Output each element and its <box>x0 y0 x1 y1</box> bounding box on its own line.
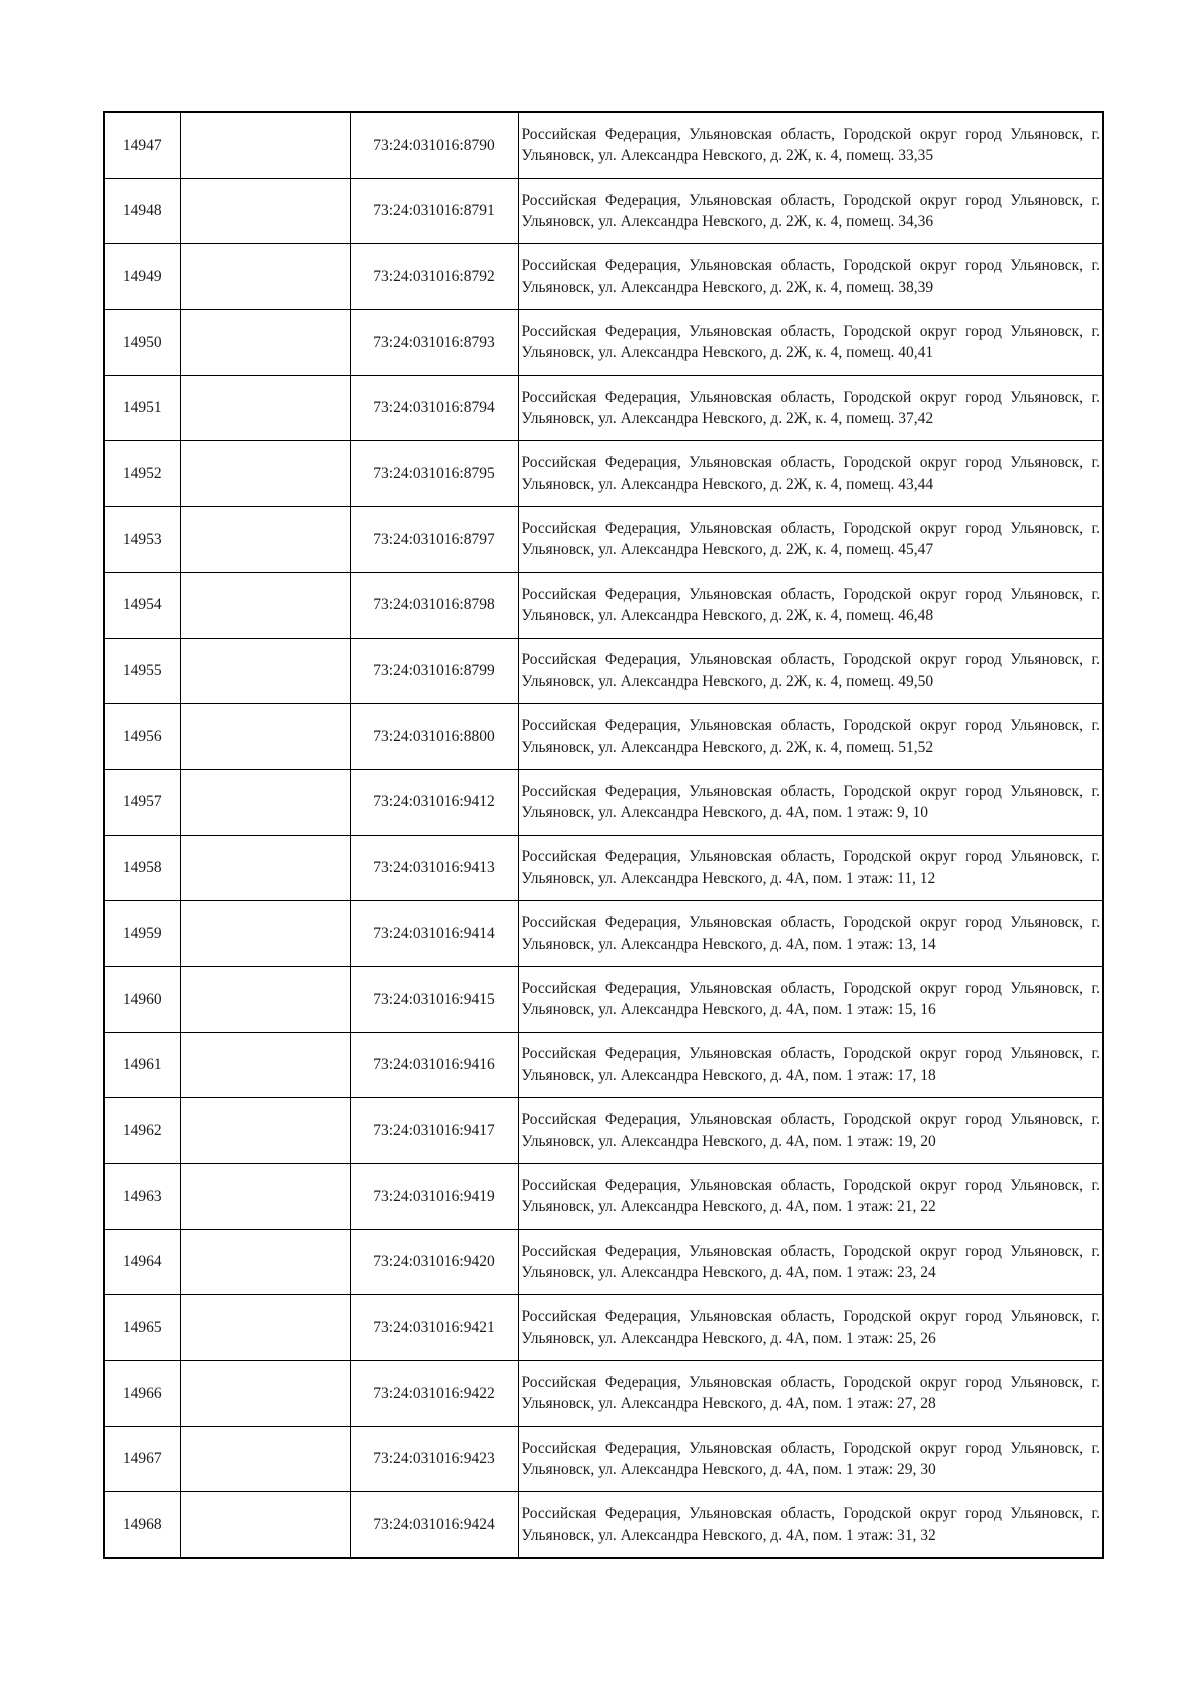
address: Российская Федерация, Ульяновская область, Городской округ город Ульяновск, г. Ульяновск, ул. Александра Невского, д. 4А, пом. 1 этаж: 9, 10 <box>518 769 1103 835</box>
table-row <box>104 1098 1103 1164</box>
address: Российская Федерация, Ульяновская область, Городской округ город Ульяновск, г. Ульяновск, ул. Александра Невского, д. 4А, пом. 1 этаж: 25, 26 <box>518 1295 1103 1361</box>
table-row <box>104 835 1103 901</box>
table-row <box>104 901 1103 967</box>
table-row <box>104 1361 1103 1427</box>
table-row <box>104 572 1103 638</box>
empty-cell <box>180 835 350 901</box>
row-number: 14964 <box>104 1229 180 1295</box>
cadastral-number: 73:24:031016:8793 <box>350 310 518 376</box>
address: Российская Федерация, Ульяновская область, Городской округ город Ульяновск, г. Ульяновск, ул. Александра Невского, д. 2Ж, к. 4, помещ. 45,47 <box>518 507 1103 573</box>
empty-cell <box>180 769 350 835</box>
cadastral-number: 73:24:031016:9415 <box>350 966 518 1032</box>
empty-cell <box>180 638 350 704</box>
empty-cell <box>180 244 350 310</box>
table-row <box>104 769 1103 835</box>
cadastral-number: 73:24:031016:9422 <box>350 1361 518 1427</box>
empty-cell <box>180 1229 350 1295</box>
row-number: 14955 <box>104 638 180 704</box>
address: Российская Федерация, Ульяновская область, Городской округ город Ульяновск, г. Ульяновск, ул. Александра Невского, д. 2Ж, к. 4, помещ. 37,42 <box>518 375 1103 441</box>
registry-table <box>103 111 1104 1559</box>
cadastral-number: 73:24:031016:8800 <box>350 704 518 770</box>
empty-cell <box>180 310 350 376</box>
cadastral-number: 73:24:031016:9412 <box>350 769 518 835</box>
empty-cell <box>180 572 350 638</box>
table-row <box>104 1426 1103 1492</box>
empty-cell <box>180 507 350 573</box>
empty-cell <box>180 112 350 178</box>
table-row <box>104 1492 1103 1558</box>
empty-cell <box>180 1426 350 1492</box>
empty-cell <box>180 1164 350 1230</box>
empty-cell <box>180 1098 350 1164</box>
address: Российская Федерация, Ульяновская область, Городской округ город Ульяновск, г. Ульяновск, ул. Александра Невского, д. 2Ж, к. 4, помещ. 40,41 <box>518 310 1103 376</box>
address: Российская Федерация, Ульяновская область, Городской округ город Ульяновск, г. Ульяновск, ул. Александра Невского, д. 2Ж, к. 4, помещ. 43,44 <box>518 441 1103 507</box>
table-row <box>104 507 1103 573</box>
empty-cell <box>180 901 350 967</box>
row-number: 14956 <box>104 704 180 770</box>
row-number: 14962 <box>104 1098 180 1164</box>
cadastral-number: 73:24:031016:9413 <box>350 835 518 901</box>
row-number: 14959 <box>104 901 180 967</box>
address: Российская Федерация, Ульяновская область, Городской округ город Ульяновск, г. Ульяновск, ул. Александра Невского, д. 4А, пом. 1 этаж: 17, 18 <box>518 1032 1103 1098</box>
row-number: 14960 <box>104 966 180 1032</box>
empty-cell <box>180 441 350 507</box>
row-number: 14963 <box>104 1164 180 1230</box>
row-number: 14953 <box>104 507 180 573</box>
address: Российская Федерация, Ульяновская область, Городской округ город Ульяновск, г. Ульяновск, ул. Александра Невского, д. 2Ж, к. 4, помещ. 38,39 <box>518 244 1103 310</box>
cadastral-number: 73:24:031016:8791 <box>350 178 518 244</box>
address: Российская Федерация, Ульяновская область, Городской округ город Ульяновск, г. Ульяновск, ул. Александра Невского, д. 4А, пом. 1 этаж: 13, 14 <box>518 901 1103 967</box>
empty-cell <box>180 1361 350 1427</box>
table-row <box>104 441 1103 507</box>
row-number: 14954 <box>104 572 180 638</box>
table-row <box>104 310 1103 376</box>
cadastral-number: 73:24:031016:9421 <box>350 1295 518 1361</box>
cadastral-number: 73:24:031016:8799 <box>350 638 518 704</box>
empty-cell <box>180 704 350 770</box>
table-row <box>104 112 1103 178</box>
row-number: 14958 <box>104 835 180 901</box>
row-number: 14950 <box>104 310 180 376</box>
cadastral-number: 73:24:031016:9416 <box>350 1032 518 1098</box>
table-row <box>104 1032 1103 1098</box>
address: Российская Федерация, Ульяновская область, Городской округ город Ульяновск, г. Ульяновск, ул. Александра Невского, д. 2Ж, к. 4, помещ. 33,35 <box>518 112 1103 178</box>
address: Российская Федерация, Ульяновская область, Городской округ город Ульяновск, г. Ульяновск, ул. Александра Невского, д. 2Ж, к. 4, помещ. 46,48 <box>518 572 1103 638</box>
empty-cell <box>180 375 350 441</box>
address: Российская Федерация, Ульяновская область, Городской округ город Ульяновск, г. Ульяновск, ул. Александра Невского, д. 2Ж, к. 4, помещ. 51,52 <box>518 704 1103 770</box>
table-row <box>104 244 1103 310</box>
row-number: 14966 <box>104 1361 180 1427</box>
address: Российская Федерация, Ульяновская область, Городской округ город Ульяновск, г. Ульяновск, ул. Александра Невского, д. 2Ж, к. 4, помещ. 34,36 <box>518 178 1103 244</box>
address: Российская Федерация, Ульяновская область, Городской округ город Ульяновск, г. Ульяновск, ул. Александра Невского, д. 4А, пом. 1 этаж: 21, 22 <box>518 1164 1103 1230</box>
row-number: 14965 <box>104 1295 180 1361</box>
table-row <box>104 375 1103 441</box>
empty-cell <box>180 1032 350 1098</box>
address: Российская Федерация, Ульяновская область, Городской округ город Ульяновск, г. Ульяновск, ул. Александра Невского, д. 4А, пом. 1 этаж: 23, 24 <box>518 1229 1103 1295</box>
row-number: 14957 <box>104 769 180 835</box>
table-row <box>104 1295 1103 1361</box>
address: Российская Федерация, Ульяновская область, Городской округ город Ульяновск, г. Ульяновск, ул. Александра Невского, д. 4А, пом. 1 этаж: 29, 30 <box>518 1426 1103 1492</box>
cadastral-number: 73:24:031016:8798 <box>350 572 518 638</box>
empty-cell <box>180 1295 350 1361</box>
table-row <box>104 1229 1103 1295</box>
cadastral-number: 73:24:031016:8797 <box>350 507 518 573</box>
address: Российская Федерация, Ульяновская область, Городской округ город Ульяновск, г. Ульяновск, ул. Александра Невского, д. 4А, пом. 1 этаж: 31, 32 <box>518 1492 1103 1558</box>
table-row <box>104 966 1103 1032</box>
row-number: 14949 <box>104 244 180 310</box>
address: Российская Федерация, Ульяновская область, Городской округ город Ульяновск, г. Ульяновск, ул. Александра Невского, д. 4А, пом. 1 этаж: 19, 20 <box>518 1098 1103 1164</box>
cadastral-number: 73:24:031016:9419 <box>350 1164 518 1230</box>
cadastral-number: 73:24:031016:9423 <box>350 1426 518 1492</box>
cadastral-number: 73:24:031016:8794 <box>350 375 518 441</box>
row-number: 14947 <box>104 112 180 178</box>
row-number: 14951 <box>104 375 180 441</box>
cadastral-number: 73:24:031016:8792 <box>350 244 518 310</box>
table-row <box>104 638 1103 704</box>
address: Российская Федерация, Ульяновская область, Городской округ город Ульяновск, г. Ульяновск, ул. Александра Невского, д. 2Ж, к. 4, помещ. 49,50 <box>518 638 1103 704</box>
address: Российская Федерация, Ульяновская область, Городской округ город Ульяновск, г. Ульяновск, ул. Александра Невского, д. 4А, пом. 1 этаж: 27, 28 <box>518 1361 1103 1427</box>
cadastral-number: 73:24:031016:8795 <box>350 441 518 507</box>
table-row <box>104 178 1103 244</box>
cadastral-number: 73:24:031016:9424 <box>350 1492 518 1558</box>
row-number: 14967 <box>104 1426 180 1492</box>
empty-cell <box>180 966 350 1032</box>
row-number: 14968 <box>104 1492 180 1558</box>
address: Российская Федерация, Ульяновская область, Городской округ город Ульяновск, г. Ульяновск, ул. Александра Невского, д. 4А, пом. 1 этаж: 11, 12 <box>518 835 1103 901</box>
row-number: 14952 <box>104 441 180 507</box>
row-number: 14961 <box>104 1032 180 1098</box>
empty-cell <box>180 1492 350 1558</box>
cadastral-number: 73:24:031016:9417 <box>350 1098 518 1164</box>
address: Российская Федерация, Ульяновская область, Городской округ город Ульяновск, г. Ульяновск, ул. Александра Невского, д. 4А, пом. 1 этаж: 15, 16 <box>518 966 1103 1032</box>
table-row <box>104 704 1103 770</box>
empty-cell <box>180 178 350 244</box>
cadastral-number: 73:24:031016:9420 <box>350 1229 518 1295</box>
row-number: 14948 <box>104 178 180 244</box>
table-row <box>104 1164 1103 1230</box>
cadastral-number: 73:24:031016:8790 <box>350 112 518 178</box>
cadastral-number: 73:24:031016:9414 <box>350 901 518 967</box>
